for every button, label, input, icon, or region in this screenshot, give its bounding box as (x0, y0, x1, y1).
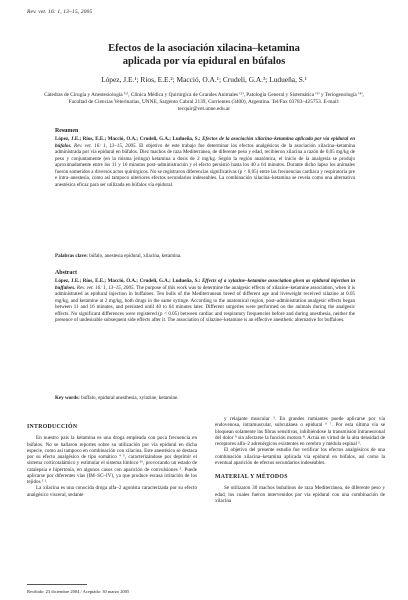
abstract-cite-title: Effects of a xylazine–ketamine association given as epidural injection in buffaloes. (55, 278, 356, 291)
right-column (215, 416, 385, 504)
title-line-1: Efectos de la asociación xilacina–ketamina (108, 43, 300, 54)
author-list: López, J.E.¹; Ríos, E.E.²; Macció, O.A.¹; Crudeli, G.A.³; Ludueña, S.¹ (101, 75, 307, 84)
key-words (55, 395, 355, 402)
resumen-cite-authors: López, J.E.; Ríos, E.E.; Macció, O.A.; Crudeli, G.A.; Ludueña, S.: (55, 136, 201, 142)
palabras-clave-label: Palabras clave: (55, 253, 88, 259)
intro-paragraph-4: El objetivo del presente estudio fue verificar los efectos analgésicos de una combinación xilacina–ketamina aplicada vía epidural en búfalos, así como la eventual aparición de efectos secundarios indeseables. (215, 447, 385, 466)
resumen-cite-ref: Rev. vet. 16: 1, 13–15, 2005. (73, 142, 137, 149)
abstract-cite-ref: Rev. vet. 16: 1, 13–15, 2005. (76, 284, 135, 291)
resumen-cite-title: Efectos de la asociación xilacina–ketamina aplicada por vía epidural en búfalos. (55, 136, 355, 149)
resumen-text: El objetivo de este trabajo fue determinar los efectos analgésicos de la asociación xilacina–ketamina administrada por vía epidural en búfalos. Diez machos de raza Mediterránea, de diferente peso y edad, recibieron xilacina a razón de 0,05 mg/kg de peso y conjuntamente (en la misma jeringa) ketamina a dosis de 2 mg/kg. Según la región anatómica, el inicio de la analgesia se produjo aproximadamente entre los 11 y 16 minutos post–administración y el efecto persistió hasta los 40 a 64 minutos. Durante dicho lapso los animales fueron sometidos a diversos actos quirúrgicos. No se registraron diferencias significativas (p < 0,05) entre las frecuencias cardíaca y respiratoria pre e intra–anestesia, como así tampoco ulteriores efectos secundarios indeseables. La combinación xilacina–ketamina se revela como una alternativa anestésica eficaz para ser utilizada en búfalos vía epidural. (55, 142, 355, 188)
author-affiliation: Cátedras de Cirugía y Anestesiología ⁽¹⁾, Clínica Médica y Quirúrgica de Grandes Animales ⁽²⁾, Patología General y Sistemática ⁽³⁾ y Teriogenología ⁽⁴⁾, Facultad de Ciencias Veterinarias, UNNE, Sargento Cabral 2139, Corrientes (3400), Argentina. Tel/Fax 03783–425753. E-mail: tecquir@vet.unne.edu.ar (44, 92, 364, 112)
key-words-label: Key words: (55, 395, 80, 401)
intro-heading: INTRODUCCIÓN (27, 424, 78, 430)
abstract-cite-authors: López, J.E.; Ríos, E.E.; Macció, O.A.; Crudeli, G.A.; Ludueña, S.: (55, 278, 201, 284)
intro-paragraph-1: En nuestro país la ketamina es una droga empleada con poca frecuencia en búfalos. No se hallaron reportes sobre su utilización por vía epidural en dicha especie, como así tampoco en combinación con xilacina. Este anestésico se destaca por su efecto analgésico de tipo somático ⁴ ⁵, caracterizándose por deprimir el sistema corticotalámico y estimular el sistema límbico ¹⁶, provocando un estado de catalepsia e hipertonía, en algunos casos con aparición de convulsiones ⁵. Puede aplicarse por diferentes vías (IM–SC–IV), ya que produce escasa irritación de los tejidos ¹ ². (27, 435, 197, 485)
footnote-rule (27, 584, 87, 585)
palabras-clave-text: búfalo, anestesia epidural, xilacina, ketamina. (89, 253, 182, 259)
abstract-text: The purpose of this work was to determine the analgesic effects of xilazine–ketamine association, when it is administrated as epidural injection in buffaloes. Ten bulls of the Mediterranean breed of different age and liveweight received xilazine at 0.05 mg/kg, and ketamine at 2 mg/kg, both drugs in the same syringe. According to the anatomical region, post–administration analgesic effects began between 11 and 16 minutes, and persisted until 40 to 64 minutes later. Different surgeries were performed on the animals during the analgesic effects. No significant differences were registered (p < 0.05) between cardiac and respiratory frequencies before and during anesthesia, neither the presence of undesirable subsequent side effects after it. The association of xilazine–ketamine is an effective anesthetic alternative for buffaloes. (55, 284, 356, 324)
resumen-heading: Resumen (55, 128, 79, 134)
left-column (27, 424, 197, 498)
intro-paragraph-3: y relajante muscular ³. En grandes rumiantes puede aplicarse por vía endovenosa, intramuscular, subcutánea o epidural ⁶ ⁷. Por esta última vía se bloquean solamente las fibras sensitivas, inhibiéndose la transmisión intraneuronal del dolor ⁹ sin afectarse la función motora ⁸. Actúa en virtud de la alta densidad de receptores alfa–2 adrenérgicos existentes en cerebro y médula espinal ⁵. (215, 416, 385, 447)
intro-paragraph-2: La xilacina es una conocida droga alfa–2 agonista caracterizada por su efecto analgésico visceral, sedante (27, 485, 197, 498)
methods-paragraph-1: Se utilizaron 30 machos bubalinos de raza Mediterránea, de diferente peso y edad, los cuales fueron intervenidos por vía epidural con una combinación de xilacina (215, 485, 385, 504)
palabras-clave (55, 253, 355, 260)
resumen-body (55, 136, 355, 188)
abstract-body (55, 278, 355, 324)
received-date: Recibido: 23 diciembre 2004 / Aceptado: 30 marzo 2005 (27, 589, 130, 594)
key-words-text: buffalo, epidural anesthesia, xylazine, ketamine. (81, 395, 179, 401)
journal-citation: Rev. vet. 16: 1, 13–15, 2005 (27, 9, 93, 15)
methods-heading: MATERIAL Y MÉTODOS (215, 474, 288, 480)
article-title (40, 43, 368, 68)
abstract-heading: Abstract (55, 270, 77, 276)
title-line-2: aplicada por vía epidural en búfalos (122, 55, 286, 67)
